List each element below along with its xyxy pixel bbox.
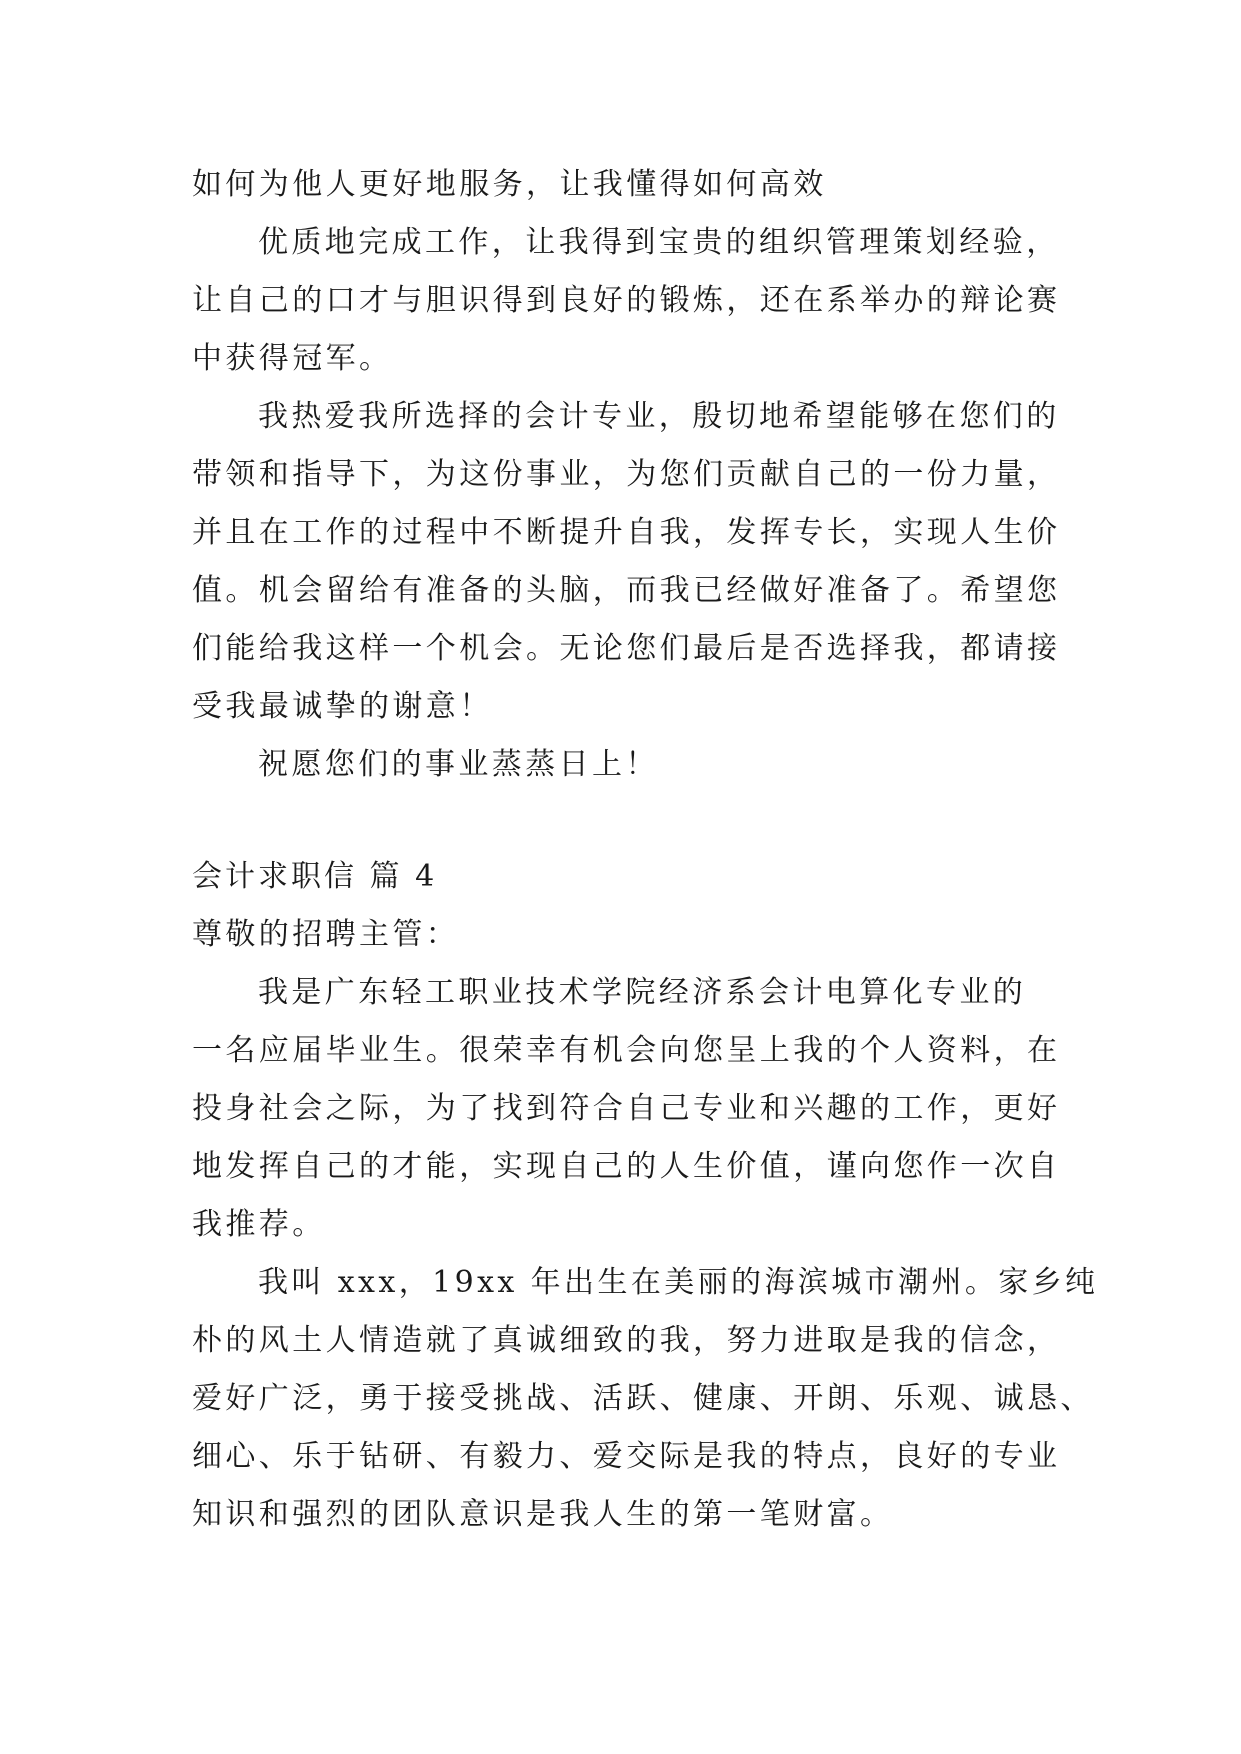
body-line: 值。机会留给有准备的头脑，而我已经做好准备了。希望您	[192, 573, 1061, 608]
body-line: 中获得冠军。	[192, 341, 393, 376]
paragraph-line: 优质地完成工作，让我得到宝贵的组织管理策划经验，	[258, 225, 1060, 260]
salutation: 尊敬的招聘主管：	[192, 917, 460, 952]
body-line: 如何为他人更好地服务，让我懂得如何高效	[192, 167, 827, 202]
body-line: 爱好广泛，勇于接受挑战、活跃、健康、开朗、乐观、诚恳、	[192, 1381, 1094, 1416]
paragraph-line: 祝愿您们的事业蒸蒸日上！	[258, 747, 659, 782]
paragraph-line: 我叫 xxx，19xx 年出生在美丽的海滨城市潮州。家乡纯	[258, 1265, 1099, 1300]
body-line: 一名应届毕业生。很荣幸有机会向您呈上我的个人资料，在	[192, 1033, 1061, 1068]
body-line: 投身社会之际，为了找到符合自己专业和兴趣的工作，更好	[192, 1091, 1061, 1126]
section-heading: 会计求职信 篇 4	[192, 859, 438, 894]
body-line: 让自己的口才与胆识得到良好的锻炼，还在系举办的辩论赛	[192, 283, 1061, 318]
body-line: 朴的风土人情造就了真诚细致的我，努力进取是我的信念，	[192, 1323, 1061, 1358]
paragraph-line: 我是广东轻工职业技术学院经济系会计电算化专业的	[258, 975, 1027, 1010]
body-line: 们能给我这样一个机会。无论您们最后是否选择我，都请接	[192, 631, 1061, 666]
body-line: 细心、乐于钻研、有毅力、爱交际是我的特点，良好的专业	[192, 1439, 1061, 1474]
body-line: 我推荐。	[192, 1207, 326, 1242]
body-line: 地发挥自己的才能，实现自己的人生价值，谨向您作一次自	[192, 1149, 1061, 1184]
body-line: 带领和指导下，为这份事业，为您们贡献自己的一份力量，	[192, 457, 1061, 492]
body-line: 受我最诚挚的谢意！	[192, 689, 493, 724]
paragraph-line: 我热爱我所选择的会计专业，殷切地希望能够在您们的	[258, 399, 1060, 434]
body-line: 并且在工作的过程中不断提升自我，发挥专长，实现人生价	[192, 515, 1061, 550]
body-line: 知识和强烈的团队意识是我人生的第一笔财富。	[192, 1497, 894, 1532]
